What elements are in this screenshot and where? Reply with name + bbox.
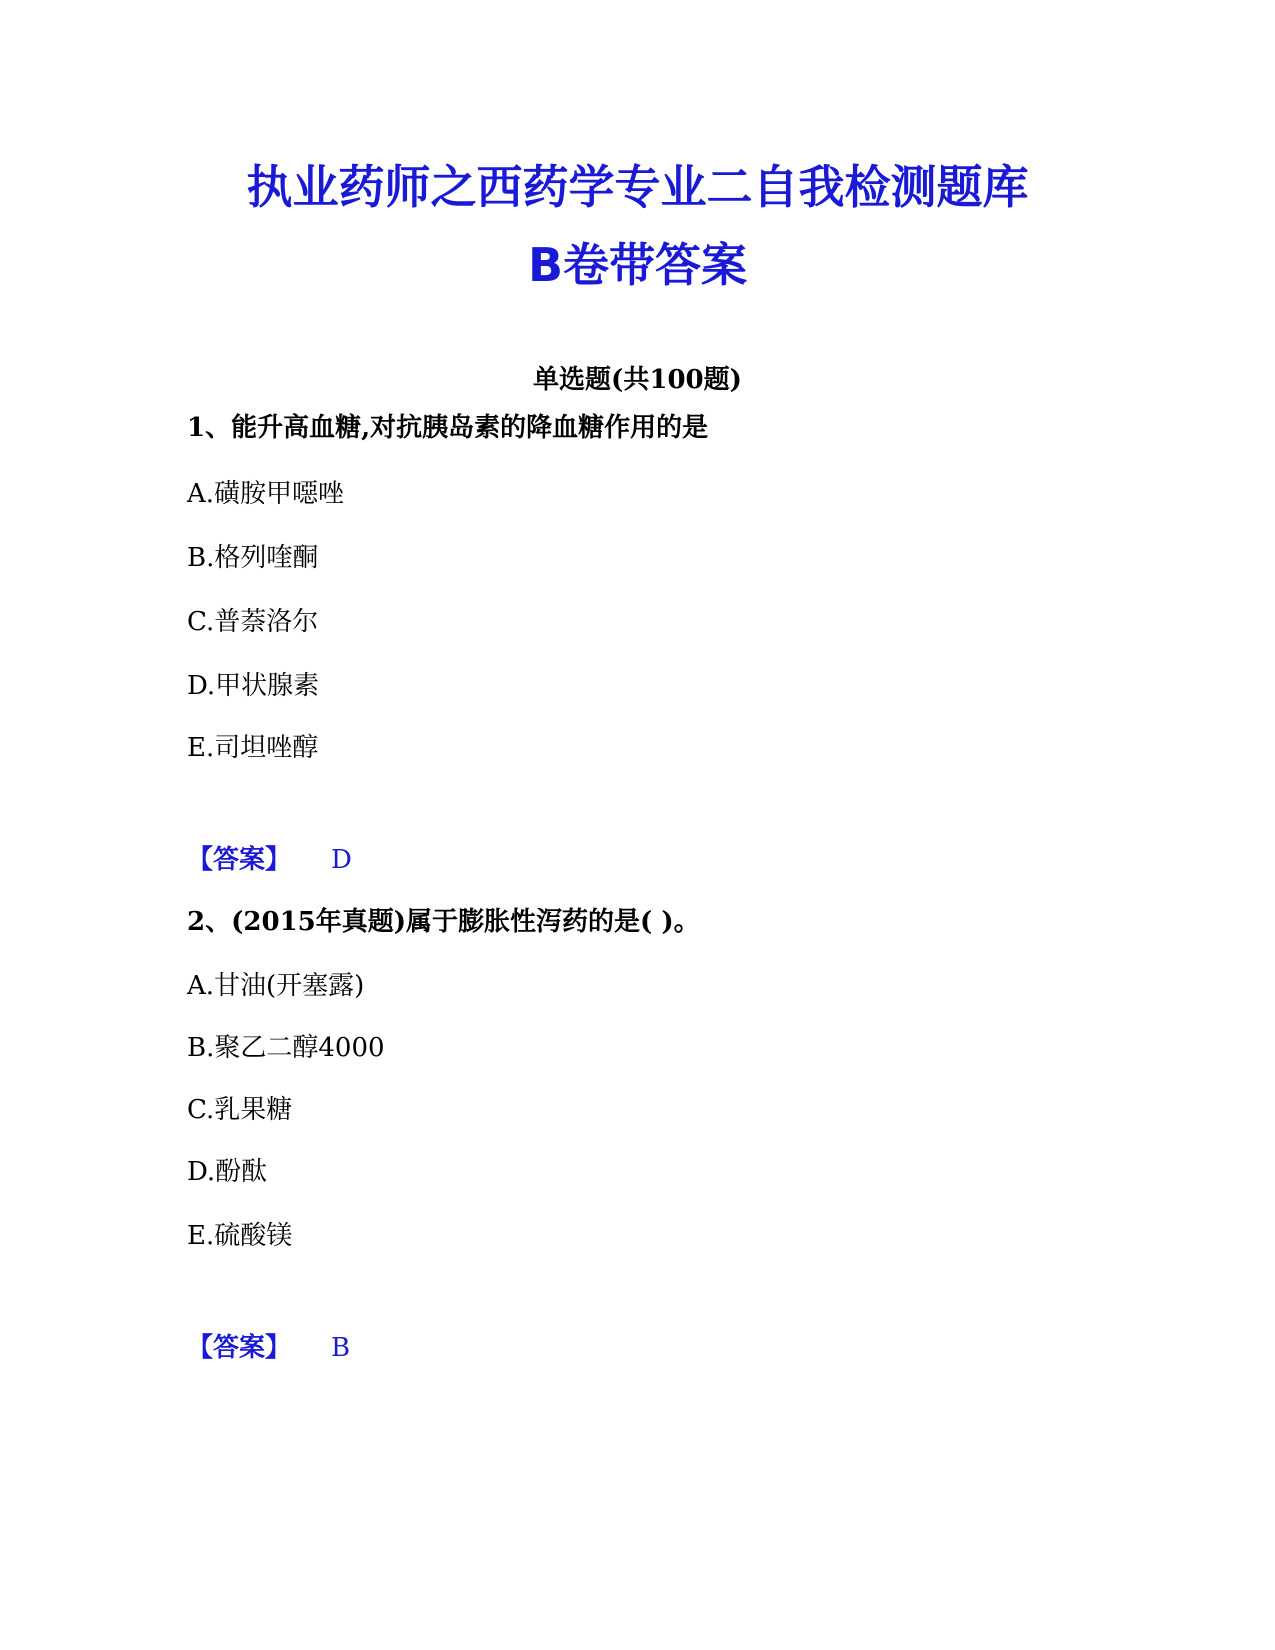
question-2-option-b: B.聚乙二醇4000	[187, 1033, 385, 1063]
question-1-option-e: E.司坦唑醇	[187, 733, 319, 763]
title-line-1: 执业药师之西药学专业二自我检测题库	[246, 160, 1029, 214]
answer-label: 【答案】	[187, 1333, 292, 1363]
question-2-option-e: E.硫酸镁	[187, 1221, 293, 1251]
question-2-option-c: C.乳果糖	[187, 1095, 293, 1125]
question-1-option-c: C.普萘洛尔	[187, 607, 319, 637]
question-2-option-d: D.酚酞	[187, 1157, 268, 1187]
question-1-stem: 1、能升高血糖,对抗胰岛素的降血糖作用的是	[187, 413, 709, 443]
answer-label: 【答案】	[187, 845, 292, 875]
question-2-option-a: A.甘油(开塞露)	[187, 971, 365, 1001]
question-1-option-b: B.格列喹酮	[187, 543, 319, 573]
answer-value: B	[331, 1333, 351, 1363]
question-2-stem: 2、(2015年真题)属于膨胀性泻药的是( )。	[187, 907, 700, 937]
section-heading: 单选题(共100题)	[533, 365, 742, 395]
answer-value: D	[331, 845, 352, 875]
question-1-answer	[187, 842, 352, 878]
document-title	[0, 148, 1275, 304]
question-2-answer	[187, 1330, 350, 1366]
question-1-option-a: A.磺胺甲噁唑	[187, 479, 345, 509]
question-1-option-d: D.甲状腺素	[187, 671, 320, 701]
title-line-2: B卷带答案	[527, 238, 748, 292]
